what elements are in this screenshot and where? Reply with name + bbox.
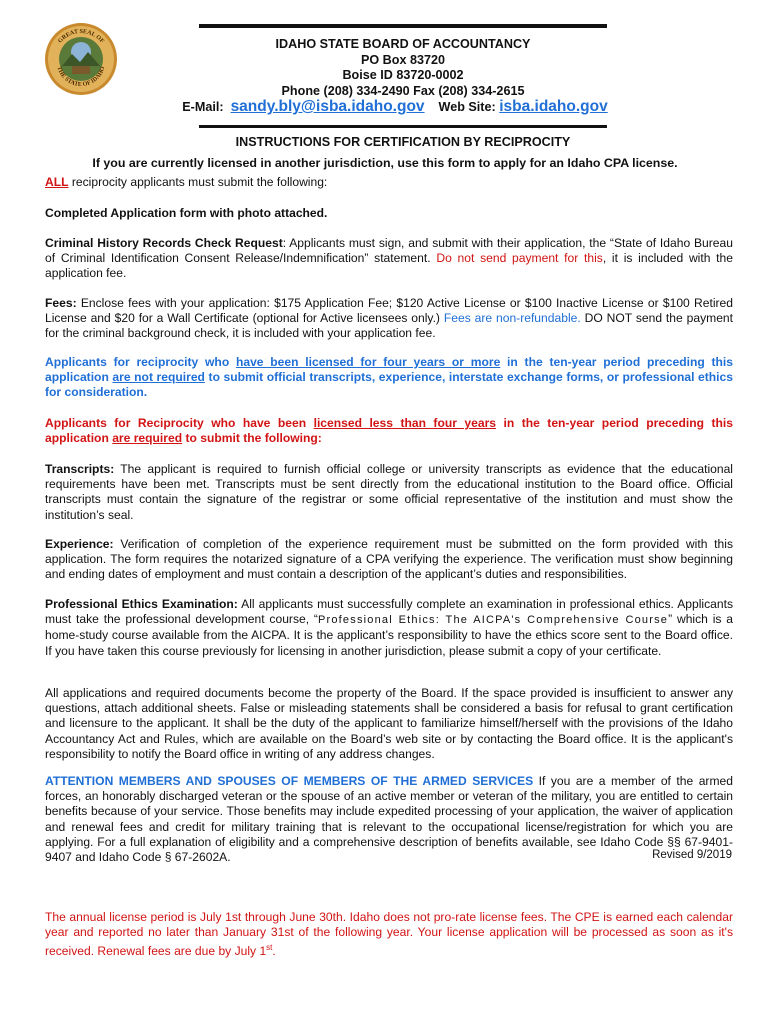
header-rule-top — [199, 24, 607, 28]
revised-date: Revised 9/2019 — [652, 849, 732, 861]
less-four-a: Applicants for Reciprocity who have been — [45, 416, 314, 430]
criminal-warning: Do not send payment for this — [436, 251, 603, 266]
intro-rest: reciprocity applicants must submit the following: — [68, 175, 328, 189]
ethics-course: Professional Ethics: The AICPA's Comprehensive Course — [317, 614, 669, 627]
criminal-label: Criminal History Records Check Request — [45, 236, 283, 250]
armed-services-paragraph — [45, 774, 733, 865]
intro-all: ALL — [45, 175, 69, 189]
header-address — [199, 37, 607, 99]
four-plus-u2: are not required — [112, 370, 205, 385]
four-plus-c: to submit official transcripts, experience, interstate exchange forms, or professional ethics for consideration. — [45, 370, 733, 400]
less-four-u2: are required — [112, 431, 183, 446]
fees-label: Fees: — [45, 296, 77, 310]
less-four-years-paragraph — [45, 416, 733, 446]
page-title: INSTRUCTIONS FOR CERTIFICATION BY RECIPROCITY — [235, 135, 571, 149]
experience-label: Experience: — [45, 537, 114, 551]
four-plus-u1: have been licensed for four years or more — [235, 355, 501, 369]
fees-nonrefundable: Fees are non-refundable. — [443, 311, 581, 326]
completed-application: Completed Application form with photo attached. — [45, 206, 328, 220]
experience-paragraph — [45, 537, 733, 583]
property-paragraph: All applications and required documents become the property of the Board. If the space provided is insufficient to answer any questions, attach additional sheets. False or misleading statements shall be considered a basis for refusal to grant certification and licensure to the applicant. It shall be the duty of the applicant to familiarize himself/herself with the provisions of the Idaho Accountancy Act and Rules, which are available on the Board’s web site or by contacting the Board office. It is the applicant's responsibility to notify the Board office in writing of any address changes. — [45, 686, 733, 761]
website-label: Web Site: — [438, 100, 496, 114]
four-plus-a: Applicants for reciprocity who — [45, 355, 236, 369]
ethics-paragraph — [45, 597, 733, 659]
seal-bottom-text: THE STATE OF IDAHO — [55, 65, 107, 89]
less-four-c: to submit the following: — [182, 431, 322, 446]
subtitle: If you are currently licensed in another jurisdiction, use this form to apply for an Idaho CPA license. — [92, 156, 678, 170]
idaho-state-seal — [44, 22, 118, 96]
transcripts-label: Transcripts: — [45, 462, 115, 476]
fees-tail: DO NOT send the payment for the criminal background check, it is included with your application fee. — [45, 311, 734, 341]
seal-top-text: GREAT SEAL OF — [57, 28, 105, 45]
transcripts-text: The applicant is required to furnish official college or university transcripts as evidence that the educational requirements have been met. Transcripts must be sent directly from the educational institution to the Board office. Official transcripts must contain the signature of the registrar or some official representative of the institution and must show the institution’s seal. — [45, 462, 733, 522]
footer-end: . — [272, 944, 276, 959]
fees-text: Enclose fees with your application: $175 Application Fee; $120 Active License or $100 Inactive License or $100 Retired License and $20 for a Wall Certificate (optional for Active licensees only.) — [45, 296, 733, 326]
criminal-tail: , it is included with the application fee. — [45, 251, 733, 281]
footer-text: The annual license period is July 1st through June 30th. Idaho does not pro-rate license fees. The CPE is earned each calendar year and reported no later than January 31st of the following year. Your license application will be processed as soon as it's received. Renewal fees are due by July 1 — [45, 910, 733, 959]
less-four-u1: licensed less than four years — [313, 416, 497, 430]
po-box: PO Box 83720 — [360, 52, 445, 67]
four-plus-b: in the ten-year period preceding this application — [45, 355, 733, 385]
phone-fax: Phone (208) 334-2490 Fax (208) 334-2615 — [281, 83, 525, 98]
criminal-history-paragraph — [45, 236, 733, 282]
ethics-text1: All applicants must successfully complete an examination in professional ethics. Applicants must take the professional development course, “ — [45, 597, 734, 627]
city: Boise ID 83720-0002 — [342, 68, 464, 82]
contact-line — [155, 98, 635, 116]
footer-license-period — [45, 910, 733, 960]
ethics-text2: ” which is a home-study course available from the AICPA. It is the applicant’s responsibility to have the ethics score sent to the Board office. If you have taken this course previously for licensing in another jurisdiction, please submit a copy of your certificate. — [45, 612, 733, 658]
header-rule-bottom — [199, 125, 607, 128]
email-link[interactable]: sandy.bly@isba.idaho.gov — [230, 98, 425, 115]
email-label: E-Mail: — [182, 100, 224, 114]
fees-paragraph — [45, 296, 733, 342]
ethics-label: Professional Ethics Examination: — [45, 597, 238, 611]
transcripts-paragraph — [45, 462, 733, 523]
criminal-text: : Applicants must sign, and submit with their application, the “State of Idaho Bureau of Criminal Identification Consent Release/Indemnification” statement. — [45, 236, 733, 266]
less-four-b: in the ten-year period preceding this application — [45, 416, 733, 446]
website-link[interactable]: isba.idaho.gov — [499, 98, 608, 115]
board-name: IDAHO STATE BOARD OF ACCOUNTANCY — [275, 37, 531, 51]
intro-line — [45, 175, 733, 190]
armed-label: ATTENTION MEMBERS AND SPOUSES OF MEMBERS OF THE ARMED SERVICES — [45, 774, 534, 788]
four-years-plus-paragraph — [45, 355, 733, 401]
footer-sup: st — [266, 943, 273, 953]
experience-text: Verification of completion of the experience requirement must be submitted on the form provided with this application. The form requires the notarized signature of a CPA verifying the experience. The verification must show beginning and ending dates of employment and must contain a description of the applicant’s duties and responsibilities. — [45, 537, 733, 582]
armed-text: If you are a member of the armed forces, an honorably discharged veteran or the spouse of an active member or veteran of the military, you are entitled to certain benefits because of your service. Those benefits may include expedited processing of your application, the waiver of application and renewal fees and credit for military training that is relevant to the occupational license/registration for which you are applying. For a full explanation of eligibility and a comprehensive description of benefits available, see Idaho Code §§ 67-9401-9407 and Idaho Code § 67-2602A. — [45, 774, 733, 865]
